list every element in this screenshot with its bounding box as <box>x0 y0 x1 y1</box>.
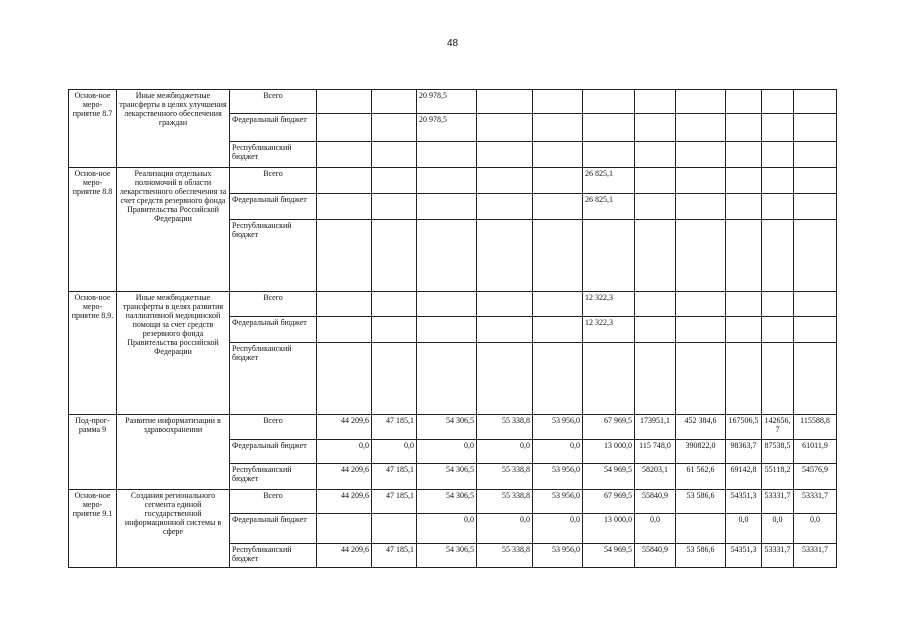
value-cell <box>533 317 583 343</box>
activity-name: Развитие информатизации в здравоохранении <box>117 415 230 490</box>
source-federal: Федеральный бюджет <box>230 114 317 142</box>
value-cell <box>372 343 417 415</box>
value-cell: 0,0 <box>533 440 583 464</box>
value-cell: 0,0 <box>372 440 417 464</box>
value-cell: 0,0 <box>477 514 533 544</box>
value-cell <box>762 317 794 343</box>
value-cell <box>533 194 583 220</box>
value-cell <box>477 220 533 292</box>
value-cell: 44 209,6 <box>317 464 372 490</box>
budget-table <box>68 89 837 568</box>
value-cell <box>762 142 794 168</box>
activity-code: Основ-ное меро-приятие 8.7 <box>69 90 117 168</box>
value-cell: 61 562,6 <box>676 464 726 490</box>
source-republic: Республиканский бюджет <box>230 220 317 292</box>
value-cell <box>417 142 477 168</box>
value-cell <box>417 292 477 317</box>
value-cell: 115 748,0 <box>635 440 676 464</box>
value-cell: 47 185,1 <box>372 415 417 440</box>
value-cell <box>317 168 372 194</box>
value-cell <box>533 220 583 292</box>
value-cell: 54351,3 <box>726 490 762 514</box>
value-cell: 61011,9 <box>794 440 837 464</box>
value-cell <box>372 168 417 194</box>
value-cell: 47 185,1 <box>372 464 417 490</box>
value-cell <box>477 114 533 142</box>
value-cell <box>417 194 477 220</box>
value-cell: 53331,7 <box>794 544 837 568</box>
value-cell: 54 969,5 <box>583 464 635 490</box>
value-cell <box>477 168 533 194</box>
value-cell: 55 338,8 <box>477 464 533 490</box>
value-cell <box>372 194 417 220</box>
value-cell <box>794 114 837 142</box>
value-cell <box>583 343 635 415</box>
value-cell <box>676 317 726 343</box>
source-total: Всего <box>230 415 317 440</box>
value-cell: 53 956,0 <box>533 464 583 490</box>
value-cell <box>583 114 635 142</box>
value-cell: 0,0 <box>533 514 583 544</box>
value-cell <box>726 114 762 142</box>
value-cell: 0,0 <box>762 514 794 544</box>
value-cell: 13 000,0 <box>583 514 635 544</box>
value-cell <box>635 220 676 292</box>
value-cell: 54 306,5 <box>417 490 477 514</box>
table-row <box>69 168 837 194</box>
value-cell <box>477 194 533 220</box>
activity-code: Под-прог-рамма 9 <box>69 415 117 490</box>
value-cell <box>676 220 726 292</box>
value-cell <box>635 317 676 343</box>
value-cell: 12 322,3 <box>583 292 635 317</box>
value-cell: 0,0 <box>317 440 372 464</box>
value-cell <box>762 168 794 194</box>
value-cell <box>417 168 477 194</box>
value-cell <box>676 194 726 220</box>
value-cell: 44 209,6 <box>317 490 372 514</box>
source-republic: Республиканский бюджет <box>230 142 317 168</box>
value-cell <box>676 142 726 168</box>
value-cell <box>635 292 676 317</box>
value-cell: 67 969,5 <box>583 415 635 440</box>
value-cell <box>533 168 583 194</box>
value-cell <box>583 90 635 114</box>
value-cell: 54 306,5 <box>417 464 477 490</box>
source-federal: Федеральный бюджет <box>230 514 317 544</box>
value-cell <box>317 142 372 168</box>
value-cell <box>762 292 794 317</box>
value-cell: 55840,9 <box>635 490 676 514</box>
value-cell: 142656,7 <box>762 415 794 440</box>
value-cell <box>417 220 477 292</box>
value-cell <box>417 317 477 343</box>
value-cell <box>726 142 762 168</box>
value-cell: 53 956,0 <box>533 490 583 514</box>
value-cell: 167506,5 <box>726 415 762 440</box>
source-republic: Республиканский бюджет <box>230 544 317 568</box>
value-cell: 55 338,8 <box>477 544 533 568</box>
source-total: Всего <box>230 490 317 514</box>
value-cell: 53331,7 <box>762 490 794 514</box>
value-cell <box>317 114 372 142</box>
value-cell <box>635 343 676 415</box>
source-republic: Республиканский бюджет <box>230 343 317 415</box>
value-cell <box>762 90 794 114</box>
value-cell <box>317 514 372 544</box>
value-cell: 115588,8 <box>794 415 837 440</box>
value-cell: 54 306,5 <box>417 415 477 440</box>
source-total: Всего <box>230 90 317 114</box>
table-row <box>69 415 837 440</box>
value-cell <box>635 168 676 194</box>
activity-name: Иные межбюджетные трансферты в целях развития паллиативной медицинской помощи за счет средств резервного фонда Правительства российской Федерации <box>117 292 230 415</box>
source-total: Всего <box>230 292 317 317</box>
source-federal: Федеральный бюджет <box>230 194 317 220</box>
value-cell <box>635 142 676 168</box>
value-cell <box>583 220 635 292</box>
value-cell: 67 969,5 <box>583 490 635 514</box>
value-cell <box>533 114 583 142</box>
value-cell <box>533 142 583 168</box>
value-cell <box>533 90 583 114</box>
value-cell: 26 825,1 <box>583 168 635 194</box>
value-cell <box>762 220 794 292</box>
value-cell <box>635 114 676 142</box>
value-cell <box>676 168 726 194</box>
value-cell <box>372 220 417 292</box>
value-cell: 0,0 <box>417 440 477 464</box>
value-cell <box>372 142 417 168</box>
value-cell: 13 000,0 <box>583 440 635 464</box>
value-cell <box>372 292 417 317</box>
value-cell: 452 384,6 <box>676 415 726 440</box>
value-cell <box>762 114 794 142</box>
value-cell <box>583 142 635 168</box>
value-cell <box>794 220 837 292</box>
value-cell <box>372 317 417 343</box>
value-cell <box>317 292 372 317</box>
activity-code: Основ-ное меро-приятие 8.9. <box>69 292 117 415</box>
value-cell <box>794 90 837 114</box>
value-cell <box>372 114 417 142</box>
value-cell <box>794 168 837 194</box>
value-cell: 53331,7 <box>762 544 794 568</box>
value-cell <box>477 343 533 415</box>
value-cell: 390822,0 <box>676 440 726 464</box>
value-cell: 0,0 <box>477 440 533 464</box>
value-cell: 47 185,1 <box>372 490 417 514</box>
value-cell <box>533 343 583 415</box>
value-cell <box>676 514 726 544</box>
value-cell: 54 969,5 <box>583 544 635 568</box>
table-row <box>69 90 837 114</box>
value-cell <box>317 317 372 343</box>
value-cell: 12 322,3 <box>583 317 635 343</box>
value-cell <box>726 90 762 114</box>
value-cell: 54576,9 <box>794 464 837 490</box>
value-cell <box>477 292 533 317</box>
value-cell: 54351,3 <box>726 544 762 568</box>
value-cell <box>726 168 762 194</box>
value-cell <box>762 194 794 220</box>
value-cell <box>635 194 676 220</box>
value-cell: 44 209,6 <box>317 415 372 440</box>
activity-name: Реализация отдельных полномочий в области лекарственного обеспечения за счет средств резервного фонда Правительства Российской Федерации <box>117 168 230 292</box>
value-cell <box>372 514 417 544</box>
value-cell <box>317 343 372 415</box>
value-cell: 55 338,8 <box>477 415 533 440</box>
value-cell <box>676 343 726 415</box>
value-cell <box>794 142 837 168</box>
value-cell: 0,0 <box>417 514 477 544</box>
value-cell <box>635 90 676 114</box>
value-cell <box>676 292 726 317</box>
value-cell <box>726 292 762 317</box>
value-cell: 0,0 <box>726 514 762 544</box>
value-cell <box>726 220 762 292</box>
value-cell <box>317 194 372 220</box>
value-cell: 55840,9 <box>635 544 676 568</box>
value-cell: 55 338,8 <box>477 490 533 514</box>
value-cell: 69142,8 <box>726 464 762 490</box>
value-cell: 0,0 <box>794 514 837 544</box>
value-cell <box>317 90 372 114</box>
value-cell: 53331,7 <box>794 490 837 514</box>
value-cell <box>417 343 477 415</box>
value-cell: 53 956,0 <box>533 415 583 440</box>
value-cell <box>794 194 837 220</box>
source-total: Всего <box>230 168 317 194</box>
value-cell: 20 978,5 <box>417 114 477 142</box>
value-cell: 53 956,0 <box>533 544 583 568</box>
value-cell: 98363,7 <box>726 440 762 464</box>
source-federal: Федеральный бюджет <box>230 440 317 464</box>
value-cell: 55118,2 <box>762 464 794 490</box>
source-federal: Федеральный бюджет <box>230 317 317 343</box>
value-cell: 173951,1 <box>635 415 676 440</box>
value-cell <box>317 220 372 292</box>
value-cell: 20 978,5 <box>417 90 477 114</box>
page-number: 48 <box>446 38 459 49</box>
value-cell <box>794 317 837 343</box>
table-row <box>69 292 837 317</box>
activity-name: Иные межбюджетные трансферты в целях улучшения лекарственного обеспечения граждан <box>117 90 230 168</box>
value-cell: 53 586,6 <box>676 544 726 568</box>
value-cell <box>477 317 533 343</box>
value-cell <box>762 343 794 415</box>
activity-code: Основ-ное меро-приятие 9.1 <box>69 490 117 568</box>
value-cell <box>794 292 837 317</box>
value-cell <box>372 90 417 114</box>
value-cell: 54 306,5 <box>417 544 477 568</box>
value-cell: 53 586,6 <box>676 490 726 514</box>
value-cell <box>477 142 533 168</box>
value-cell <box>726 194 762 220</box>
value-cell: 47 185,1 <box>372 544 417 568</box>
activity-name: Создания регионального сегмента единой государственной информационной системы в сфере <box>117 490 230 568</box>
activity-code: Основ-ное меро-приятие 8.8 <box>69 168 117 292</box>
value-cell <box>477 90 533 114</box>
value-cell <box>676 90 726 114</box>
source-republic: Республиканский бюджет <box>230 464 317 490</box>
value-cell: 26 825,1 <box>583 194 635 220</box>
value-cell <box>726 317 762 343</box>
value-cell <box>533 292 583 317</box>
value-cell <box>794 343 837 415</box>
value-cell: 44 209,6 <box>317 544 372 568</box>
value-cell: 0,0 <box>635 514 676 544</box>
value-cell: 87538,5 <box>762 440 794 464</box>
value-cell <box>726 343 762 415</box>
table-row <box>69 490 837 514</box>
value-cell: 58203,1 <box>635 464 676 490</box>
value-cell <box>676 114 726 142</box>
